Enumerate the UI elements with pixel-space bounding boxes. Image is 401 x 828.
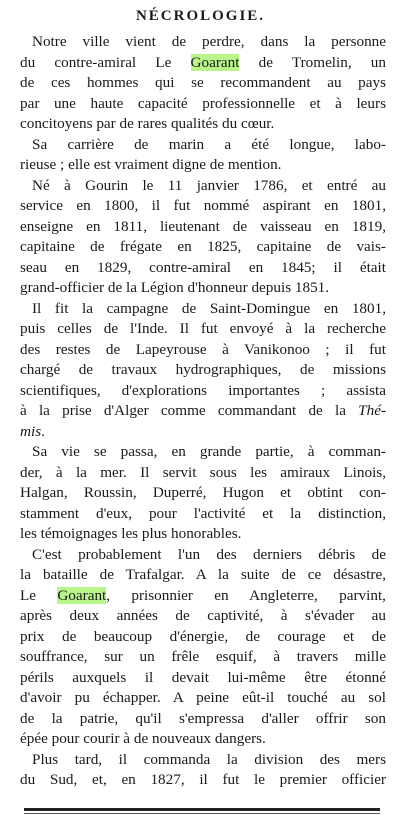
text-line [20,217,386,238]
text-run: . [41,422,45,440]
text-run: souffrance, sur un frêle esquif, à travers mille [20,648,386,665]
text-run: Né à Gourin le 11 janvier 1786, et entré au [32,176,386,194]
text-run: der, à la mer. Il servit sous les amiraux Linois, [20,463,386,481]
text-line [20,729,386,750]
text-line [20,606,386,627]
text-line [20,278,386,299]
text-line [20,176,386,197]
text-run: du Sud, et, en 1827, il fut le premier officier [20,771,386,788]
text-run: puis celles de l'Inde. Il fut envoyé à la recherche [20,320,386,337]
text-line [20,53,386,74]
text-run: la bataille de Trafalgar. A la suite de ce désastre, [20,566,386,583]
text-line [20,647,386,668]
text-run: Sa vie se passa, en grande partie, à comman- [32,443,386,460]
italic-text: Thé- [358,402,386,419]
text-run: C'est probablement l'un des derniers débris de [32,545,386,563]
text-run: Sa carrière de marin a été longue, labo- [32,135,386,153]
text-run: concitoyens par de rares qualités du cœur. [20,115,275,132]
text-line [20,442,386,463]
text-line [20,360,386,381]
text-run: chargé de travaux hydrographiques, de missions [20,361,386,378]
article-body [20,32,386,791]
text-run: des restes de Lapeyrouse à Vanikonoo ; il fut [20,340,386,358]
text-run: de Tromelin, un [239,53,386,71]
text-run: service en 1800, il fut nommé aspirant en 1801, [20,197,386,214]
text-run: épée pour courir à de nouveaux dangers. [20,730,266,747]
text-run: prix de beaucoup d'énergie, de courage et de [20,627,386,645]
text-run: grand-officier de la Légion d'honneur depuis 1851. [20,279,330,296]
article-title: NÉCROLOGIE. [135,8,266,24]
text-run: capitaine de frégate en 1825, capitaine de vais- [20,238,386,255]
text-line [20,688,386,709]
text-run: après deux années de captivité, à s'évader au [20,607,386,624]
highlighted-name: Goarant [57,586,107,604]
text-run: Halgan, Roussin, Duperré, Hugon et obtint con- [20,484,386,501]
text-line [20,135,386,156]
text-line [20,770,386,791]
text-run: enseigne en 1811, lieutenant de vaisseau en 1819, [20,217,386,235]
text-line [20,258,386,279]
text-line [20,709,386,730]
separator-rule [24,808,380,811]
text-run: , prisonnier en Angleterre, parvint, [106,586,386,604]
text-run: rieuse ; elle est vraiment digne de mention. [20,156,282,173]
text-line [20,668,386,689]
text-line [20,586,386,607]
text-line [20,545,386,566]
text-run: seau en 1829, contre-amiral en 1845; il était [20,258,386,276]
text-line [20,94,386,115]
separator-rule-thin [24,813,380,814]
text-line [20,155,386,176]
text-line [20,463,386,484]
text-line [20,340,386,361]
text-line [20,237,386,258]
italic-text: mis [20,422,42,440]
text-line [20,381,386,402]
highlighted-name: Goarant [190,53,240,71]
text-line [20,299,386,320]
text-run: stamment d'eux, pour l'activité et la distinction, [20,504,386,522]
text-line [20,114,386,135]
text-line [20,524,386,545]
text-line [20,73,386,94]
text-line [20,422,386,443]
text-run: Le [20,586,58,604]
text-run: par une haute capacité professionnelle et à leurs [20,94,386,112]
text-run: scientifiques, d'explorations importantes ; assista [20,381,386,399]
text-run: Il fit la campagne de Saint-Domingue en 1801, [32,299,386,317]
text-line [20,32,386,53]
text-line [20,504,386,525]
text-run: à la prise d'Alger comme commandant de la [20,402,359,419]
text-line [20,565,386,586]
text-run: Plus tard, il commanda la division des mers [32,750,386,768]
text-run: périls auxquels il devait lui-même être étonné [20,668,386,686]
text-run: de la patrie, qu'il s'empressa d'aller offrir son [20,709,386,727]
text-line [20,401,386,422]
text-line [20,319,386,340]
text-run: du contre-amiral Le [20,53,191,71]
text-run: de ces hommes qui se recommandent au pays [20,74,386,91]
text-line [20,196,386,217]
text-run: les témoignages les plus honorables. [20,525,242,542]
text-line [20,483,386,504]
text-line [20,750,386,771]
text-run: d'avoir pu échapper. A peine eût-il touché au sol [20,689,386,706]
text-line [20,627,386,648]
text-run: Notre ville vient de perdre, dans la personne [32,33,386,50]
